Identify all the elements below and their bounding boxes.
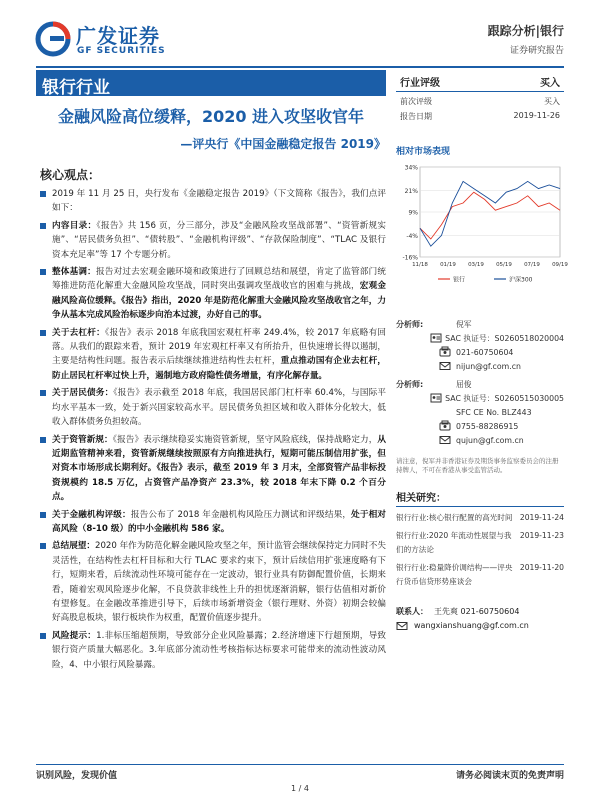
analyst-name: 屈俊 — [456, 379, 472, 389]
contact-email-row[interactable] — [396, 619, 564, 633]
analyst-gap — [396, 447, 564, 451]
analyst-label: 分析师: — [396, 319, 424, 329]
key-point-lead: 内容目录： — [52, 220, 97, 231]
id-card-icon — [430, 392, 442, 404]
analyst-email-row[interactable] — [396, 359, 564, 373]
brand-name-en: GF SECURITIES — [77, 46, 166, 56]
analyst-cert-row — [396, 331, 564, 345]
analyst-cert2: SFC CE No. BLZ443 — [456, 407, 532, 417]
analyst-cert-row — [396, 391, 564, 405]
series-line-1 — [420, 181, 560, 246]
key-point-text: 报告对过去宏观金融环境和政策进行了回顾总结和展望，肯定了监管部门统筹推进防范化解重大金融风险攻坚战，同时突出强调攻坚战收官的困难与挑战， — [52, 267, 386, 292]
key-point-text: 《报告》共 156 页，分三部分，涉及“金融风险攻坚战部署”、“资管新规实施”、“居民债务负担”、“债转股”、“金融机构评级”、“存款保险制度”、“TLAC 及银行资本充足率”等 17 个专题分析。 — [52, 220, 386, 260]
key-point-item — [36, 629, 386, 672]
analyst-email[interactable]: qujun@gf.com.cn — [456, 435, 524, 445]
analyst-cert2-row — [396, 405, 564, 419]
rating-header — [396, 74, 564, 92]
key-point-lead: 关于居民债务： — [52, 388, 114, 399]
report-type: 跟踪分析|银行 — [487, 24, 564, 38]
id-card-icon — [430, 332, 442, 344]
analyst-cert-icon-wrap — [427, 332, 445, 344]
x-tick-label: 09/19 — [552, 262, 568, 268]
main-column — [36, 70, 386, 672]
analyst-name-row — [396, 317, 564, 331]
analyst-cert2-icon-wrap — [434, 406, 456, 418]
relative-performance-chart — [396, 161, 568, 311]
key-point-item — [36, 539, 386, 625]
previous-rating-label: 前次评级 — [400, 97, 432, 106]
bullet-square-icon — [40, 512, 46, 518]
report-type-block — [488, 22, 564, 56]
x-tick-label: 11/18 — [412, 262, 428, 268]
contact-label: 联系人： — [396, 607, 428, 616]
report-date-value: 2019-11-26 — [513, 111, 560, 120]
key-point-text: 2019 年 11 月 25 日，央行发布《金融稳定报告 2019》（下文简称《报告》，我们点评如下： — [52, 189, 386, 214]
analyst-phone: 021-60750604 — [456, 347, 514, 357]
analyst-name-row — [396, 377, 564, 391]
analyst-email-row[interactable] — [396, 433, 564, 447]
x-tick-label: 03/19 — [468, 262, 484, 268]
analyst-phone: 0755-88286915 — [456, 421, 519, 431]
sector-banner: 银行行业 — [36, 70, 386, 96]
footer-disclaimer: 请务必阅读末页的免责声明 — [455, 771, 564, 781]
gf-securities-logo — [36, 20, 196, 60]
x-tick-label: 01/19 — [440, 262, 456, 268]
key-point-text: 《报告》表示截至 2018 年底，我国居民部门杠杆率 60.4%，与国际平均水平基本一致，处于新兴国家较高水平。居民债务负担区域和收入群体分化较大，低收入群体债务负担较高。 — [52, 388, 386, 428]
key-point-text: 报告公布了 2018 年金融机构风险压力测试和评级结果， — [130, 509, 352, 520]
header-divider — [36, 66, 564, 68]
y-tick-label: -16% — [402, 254, 418, 262]
key-point-item — [36, 326, 386, 384]
report-subtype: 证券研究报告 — [509, 46, 564, 56]
key-point-emphasis: 从近期监管精神来看，资管新规继续按照原有方向推进执行，短期可能压制信用扩张，但对资本市场形成长期利好。《报告》表示，截至 2019 年 3 月末，全部资管产品非标投资规模约 18.5 万亿，占资管产品净资产 23.3%，较 2018 年末下降 0.2 个百分点。 — [52, 434, 386, 503]
analyst-email-icon-wrap — [434, 434, 456, 446]
report-date-label: 报告日期 — [400, 112, 432, 121]
related-research-date: 2019-11-20 — [519, 563, 564, 572]
analyst-cert-icon-wrap — [427, 392, 445, 404]
rating-label: 行业评级 — [400, 78, 440, 89]
analyst-phone-row — [396, 345, 564, 359]
analyst-label: 分析师: — [396, 379, 424, 389]
key-points-heading: 核心观点： — [40, 168, 101, 182]
analyst-phone-icon-wrap — [434, 420, 456, 432]
report-date-row — [396, 111, 564, 122]
x-tick-label: 05/19 — [496, 262, 512, 268]
key-point-text: 2020 年作为防范化解金融风险攻坚之年，预计监管会继续保持定力同时不失灵活性，在结构性去杠杆目标和大行 TLAC 要求约束下，预计后续信用扩张速度略有下行，短期来看，后续流动性环境可能存在一定波动，银行业具有防御配置价值，长期来看，随着宏观风险逐步化解，不良贷款非线性上升的担忧逐渐消解，银行估值相对新价有望修复。在金融改革推进引导下，后续市场新增资金（银行理财、外资）初期会较偏好高股息板块，银行板块作为权重，配置价值逐步提升。 — [52, 541, 386, 624]
footer-slogan: 识别风险，发现价值 — [36, 771, 118, 781]
related-research-item[interactable] — [396, 561, 564, 589]
bullet-square-icon — [40, 223, 46, 229]
analyst-disclaimer: 请注意，倪军并非香港证券及期货事务监察委员会的注册持牌人，不可在香港从事受监管活动。 — [396, 457, 559, 474]
analyst-email[interactable]: nijun@gf.com.cn — [456, 361, 521, 371]
key-points-list — [36, 187, 386, 672]
page-number: 1 / 4 — [291, 784, 309, 793]
email-icon — [396, 620, 408, 632]
key-point-item — [36, 219, 386, 262]
report-header — [0, 0, 600, 68]
key-point-lead: 总结展望： — [52, 541, 95, 552]
email-icon — [439, 360, 451, 372]
related-research-heading: 相关研究： — [396, 489, 564, 507]
key-point-item — [36, 265, 386, 323]
y-tick-label: -4% — [406, 232, 418, 240]
contact-block — [396, 605, 564, 633]
related-research-item[interactable] — [396, 529, 564, 557]
previous-rating-value: 买入 — [544, 97, 560, 106]
key-point-text: 《报告》表示继续稳妥实施资管新规，坚守风险底线，保持战略定力， — [112, 434, 378, 445]
report-title: 金融风险高位缓释，2020 进入攻坚收官年 — [57, 107, 365, 126]
analyst-name-icon-wrap — [434, 318, 456, 330]
analyst-block — [396, 317, 564, 451]
key-point-emphasis: 处于相对高风险（8-10 级）的中小金融机构 586 家。 — [52, 509, 386, 534]
contact-name: 王先爽 021-60750604 — [434, 607, 520, 616]
bullet-square-icon — [40, 390, 46, 396]
y-tick-label: 9% — [408, 209, 418, 217]
bullet-square-icon — [40, 269, 46, 275]
analyst-cert: SAC 执证号：S0260518020004 — [445, 333, 564, 343]
brand-name-cn: 广发证券 — [76, 24, 160, 48]
key-point-text: 《报告》表示 2018 年底我国宏观杠杆率 249.4%，较 2017 年底略有回落。从我们的跟踪来看，预计 2019 年宏观杠杆率又有所抬升，但快速增长得以遏制，主要是结构性问题。报告表示后续继续推进结构性去杠杆， — [52, 327, 386, 367]
bullet-square-icon — [40, 330, 46, 336]
related-research-date: 2019-11-23 — [519, 531, 564, 540]
chart-canvas — [396, 161, 568, 311]
key-point-lead: 关于去杠杆： — [52, 327, 105, 338]
previous-rating-row — [396, 96, 564, 107]
key-point-emphasis: 宏观金融风险高位缓释。《报告》指出，2020 年是防范化解重大金融风险攻坚战收官之年，力争从基本完成风险治标逐步向治本过渡，办好自己的事。 — [52, 281, 386, 321]
related-research-title[interactable]: 银行行业:核心银行配置的高光时间 — [396, 513, 513, 522]
rating-value: 买入 — [540, 78, 560, 89]
key-point-lead: 整体基调： — [52, 267, 96, 278]
key-point-text: 1.非标压缩超预期，导致部分企业风险暴露；2.经济增速下行超预期，导致银行资产质量大幅恶化。3.年底部分流动性考核指标达标要求可能带来的流动性波动风险，4、中小银行风险暴露。 — [52, 630, 386, 670]
key-point-lead: 风险提示： — [52, 630, 97, 641]
analyst-phone-icon-wrap — [434, 346, 456, 358]
contact-name-row — [396, 605, 564, 619]
contact-email[interactable]: wangxianshuang@gf.com.cn — [414, 621, 529, 630]
analyst-cert: SAC 执证号：S0260515030005 — [445, 393, 564, 403]
footer-divider — [36, 764, 564, 765]
gf-logo-icon — [36, 22, 70, 56]
analyst-email-icon-wrap — [434, 360, 456, 372]
key-point-item — [36, 386, 386, 429]
key-point-item — [36, 433, 386, 505]
key-point-lead: 关于资管新规： — [52, 434, 113, 445]
y-tick-label: 34% — [404, 164, 418, 172]
bullet-square-icon — [40, 633, 46, 639]
key-point-item — [36, 508, 386, 537]
related-research-item[interactable] — [396, 511, 564, 525]
related-research-title[interactable]: 银行行业:稳量降价调结构——评央行货币信贷形势座谈会 — [396, 563, 513, 586]
phone-icon — [439, 346, 451, 358]
sidebar — [396, 74, 568, 633]
related-research-date: 2019-11-24 — [519, 513, 564, 522]
x-tick-label: 07/19 — [524, 262, 540, 268]
bullet-square-icon — [40, 437, 46, 443]
report-subtitle: —评央行《中国金融稳定报告 2019》 — [180, 137, 386, 151]
key-point-item — [36, 187, 386, 216]
key-point-emphasis: 重点推动国有企业去杠杆，防止居民杠杆率过快上升，遏制地方政府隐性债务增量，有序化解存量。 — [52, 356, 386, 381]
phone-icon — [439, 420, 451, 432]
analyst-name-icon-wrap — [434, 378, 456, 390]
legend-label-1: 沪深300 — [509, 276, 533, 284]
analyst-name: 倪军 — [456, 319, 472, 329]
bullet-square-icon — [40, 543, 46, 549]
related-research-title[interactable]: 银行行业:2020 年流动性展望与我们的方法论 — [396, 531, 512, 554]
email-icon — [439, 434, 451, 446]
y-tick-label: 21% — [404, 187, 418, 195]
related-research-list — [396, 511, 564, 589]
bullet-square-icon — [40, 191, 46, 197]
market-performance-heading: 相对市场表现 — [396, 147, 451, 157]
legend-label-0: 银行 — [453, 276, 466, 284]
analyst-phone-row — [396, 419, 564, 433]
key-point-lead: 关于金融机构评级： — [52, 509, 131, 520]
